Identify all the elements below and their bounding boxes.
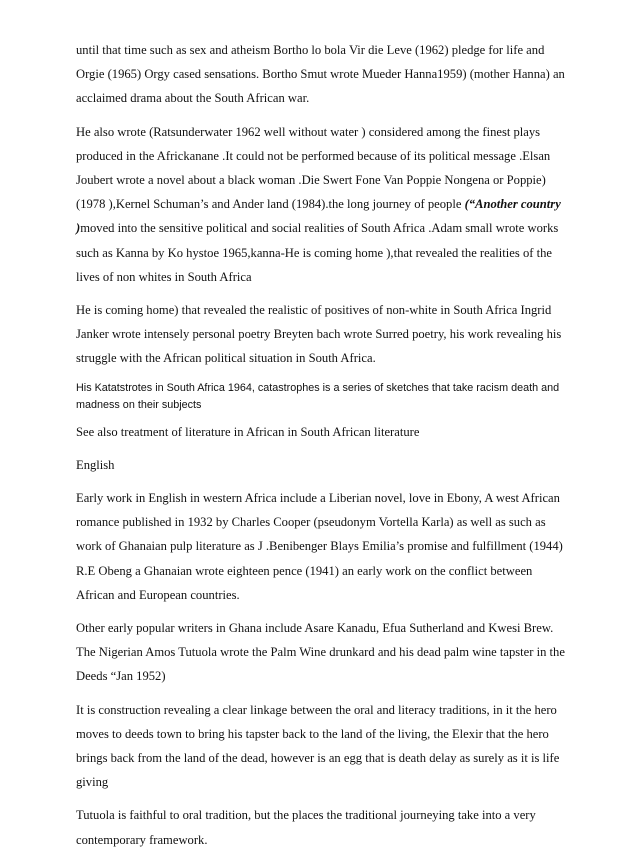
paragraph-see-also: See also treatment of literature in African in South African literature [76,424,420,439]
emphasized-title: (“Another country ) [76,197,561,236]
paragraph-katatstrotes: His Katatstrotes in South Africa 1964, catastrophes is a series of sketches that take racism death and madness on their subjects [76,381,560,412]
paragraph-construction: It is construction revealing a clear linkage between the oral and literacy traditions, in it the hero moves to deeds town to bring his tapster back to the land of the living, the Elexir that the hero brings back from the land of the dead, however is an egg that is death delay as surely as it is life giving [76,702,560,790]
paragraph-afrikaans-drama: until that time such as sex and atheism Bortho lo bola Vir die Leve (1962) pledge for life and Orgie (1965) Orgy cased sensations. Bortho Smut wrote Mueder Hanna1959) (mother Hanna) an acclaimed drama about the South African war. [76,43,565,106]
paragraph-coming-home: He is coming home) that revealed the realistic of positives of non-white in South Africa Ingrid Janker wrote intensely personal poetry Breyten bach wrote Surred poetry, his work revealing his struggle with the African political situation in South Africa. [76,303,562,366]
section-heading-english: English [76,457,115,472]
paragraph-ratsunderwater [76,120,566,289]
paragraph-ghana-writers: Other early popular writers in Ghana include Asare Kanadu, Efua Sutherland and Kwesi Brew. The Nigerian Amos Tutuola wrote the Palm Wine drunkard and his dead palm wine tapster in the Deeds “Jan 1952) [76,621,565,684]
document-page [76,38,566,861]
paragraph-text-continued: moved into the sensitive political and social realities of South Africa .Adam small wrote works such as Kanna by Ko hystoe 1965,kanna-He is coming home ),that revealed the realities of the lives of non whites in South Africa [76,221,559,284]
paragraph-tutuola: Tutuola is faithful to oral tradition, but the places the traditional journeying take into a very contemporary framework. [76,808,536,847]
paragraph-early-work: Early work in English in western Africa include a Liberian novel, love in Ebony, A west African romance published in 1932 by Charles Cooper (pseudonym Vortella Karla) as well as such as work of Ghanaian pulp literature as J .Benibenger Blays Emilia’s promise and fulfillment (1944) R.E Obeng a Ghanaian wrote eighteen pence (1941) an early work on the conflict between African and European countries. [76,491,563,602]
paragraph-text: He also wrote (Ratsunderwater 1962 well without water ) considered among the finest plays produced in the Africkanane .It could not be performed because of its political message .Elsan Joubert wrote a novel about a black woman .Die Swert Fone Van Poppie Nongena or Poppie)(1978 ),Kernel Schuman’s and Ander land (1984).the long journey of people [76,124,551,212]
